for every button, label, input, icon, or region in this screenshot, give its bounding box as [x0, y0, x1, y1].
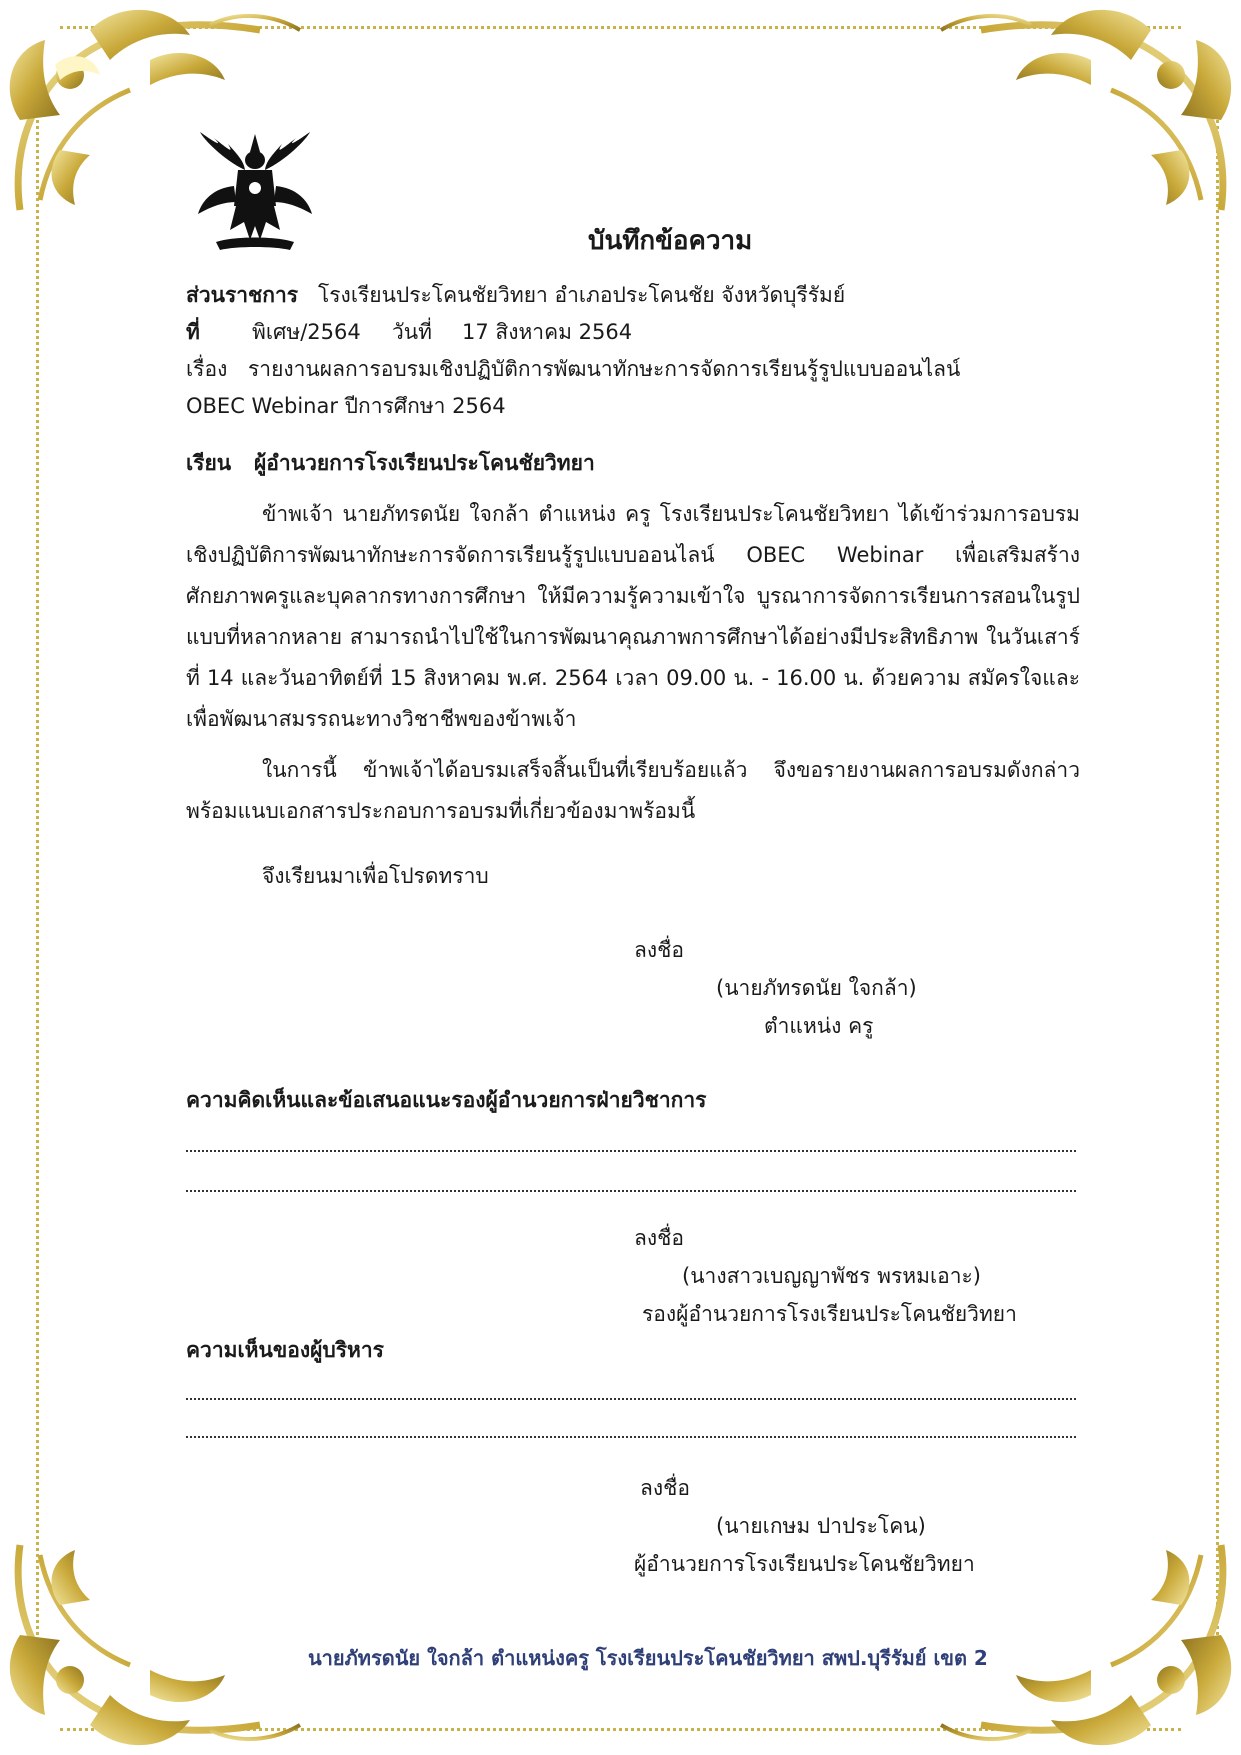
signature-2-label: ลงชื่อ — [634, 1226, 684, 1250]
deputy-comment-line-1 — [186, 1150, 1076, 1152]
closing-line: จึงเรียนมาเพื่อโปรดทราบ — [262, 864, 489, 888]
date-label: วันที่ — [392, 320, 432, 344]
date-value: 17 สิงหาคม 2564 — [462, 320, 633, 344]
to-label: เรียน — [186, 451, 232, 475]
signature-3-name: (นายเกษม ปาประโคน) — [716, 1514, 926, 1538]
dept-value: โรงเรียนประโคนชัยวิทยา อำเภอประโคนชัย จังหวัดบุรีรัมย์ — [318, 283, 846, 307]
ref-value: พิเศษ/2564 — [252, 320, 361, 344]
to-value: ผู้อำนวยการโรงเรียนประโคนชัยวิทยา — [254, 451, 595, 475]
dept-label: ส่วนราชการ — [186, 283, 299, 307]
signature-1-label: ลงชื่อ — [634, 938, 684, 962]
footer-credit: นายภัทรดนัย ใจกล้า ตำแหน่งครู โรงเรียนประโคนชัยวิทยา สพป.บุรีรัมย์ เขต 2 — [308, 1646, 988, 1670]
director-comment-line-1 — [186, 1398, 1076, 1400]
deputy-comment-heading: ความคิดเห็นและข้อเสนอแนะรองผู้อำนวยการฝ่ายวิชาการ — [186, 1088, 707, 1112]
signature-3-label: ลงชื่อ — [640, 1476, 690, 1500]
garuda-emblem-icon — [194, 130, 316, 256]
ornament-corner-bottom-left — [0, 1525, 330, 1755]
signature-1-position: ตำแหน่ง ครู — [764, 1014, 874, 1038]
ref-label: ที่ — [186, 320, 200, 344]
document-title: บันทึกข้อความ — [588, 226, 753, 256]
subject-label: เรื่อง — [186, 357, 228, 381]
signature-3-position: ผู้อำนวยการโรงเรียนประโคนชัยวิทยา — [634, 1552, 975, 1576]
subject-line-1: รายงานผลการอบรมเชิงปฏิบัติการพัฒนาทักษะการจัดการเรียนรู้รูปแบบออนไลน์ — [248, 357, 961, 381]
director-comment-line-2 — [186, 1436, 1076, 1438]
signature-1-name: (นายภัทรดนัย ใจกล้า) — [716, 976, 917, 1000]
deputy-comment-line-2 — [186, 1190, 1076, 1192]
director-comment-heading: ความเห็นของผู้บริหาร — [186, 1338, 384, 1362]
page-border-right — [1216, 60, 1219, 1695]
page-border-left — [36, 60, 39, 1695]
signature-2-position: รองผู้อำนวยการโรงเรียนประโคนชัยวิทยา — [642, 1302, 1017, 1326]
signature-2-name: (นางสาวเบญญาพัชร พรหมเอาะ) — [682, 1264, 981, 1288]
body-paragraph-2: ในการนี้ ข้าพเจ้าได้อบรมเสร็จสิ้นเป็นที่เรียบร้อยแล้ว จึงขอรายงานผลการอบรมดังกล่าวพร้อมแนบเอกสารประกอบการอบรมที่เกี่ยวข้องมาพร้อมนี้ — [186, 758, 1080, 823]
subject-line-2: OBEC Webinar ปีการศึกษา 2564 — [186, 394, 506, 418]
ornament-corner-top-right — [911, 0, 1241, 230]
body-paragraph-1: ข้าพเจ้า นายภัทรดนัย ใจกล้า ตำแหน่ง ครู โรงเรียนประโคนชัยวิทยา ได้เข้าร่วมการอบรมเชิงปฏิบัติการพัฒนาทักษะการจัดการเรียนรู้รูปแบบออนไลน์ OBEC Webinar เพื่อเสริมสร้างศักยภาพครูและบุคลากรทางการศึกษา ให้มีความรู้ความเข้าใจ บูรณาการจัดการเรียนการสอนในรูปแบบที่หลากหลาย สามารถนำไปใช้ในการพัฒนาคุณภาพการศึกษาได้อย่างมีประสิทธิภาพ ในวันเสาร์ที่ 14 และวันอาทิตย์ที่ 15 สิงหาคม พ.ศ. 2564 เวลา 09.00 น. - 16.00 น. ด้วยความ สมัครใจและเพื่อพัฒนาสมรรถนะทางวิชาชีพของข้าพเจ้า — [186, 502, 1080, 731]
